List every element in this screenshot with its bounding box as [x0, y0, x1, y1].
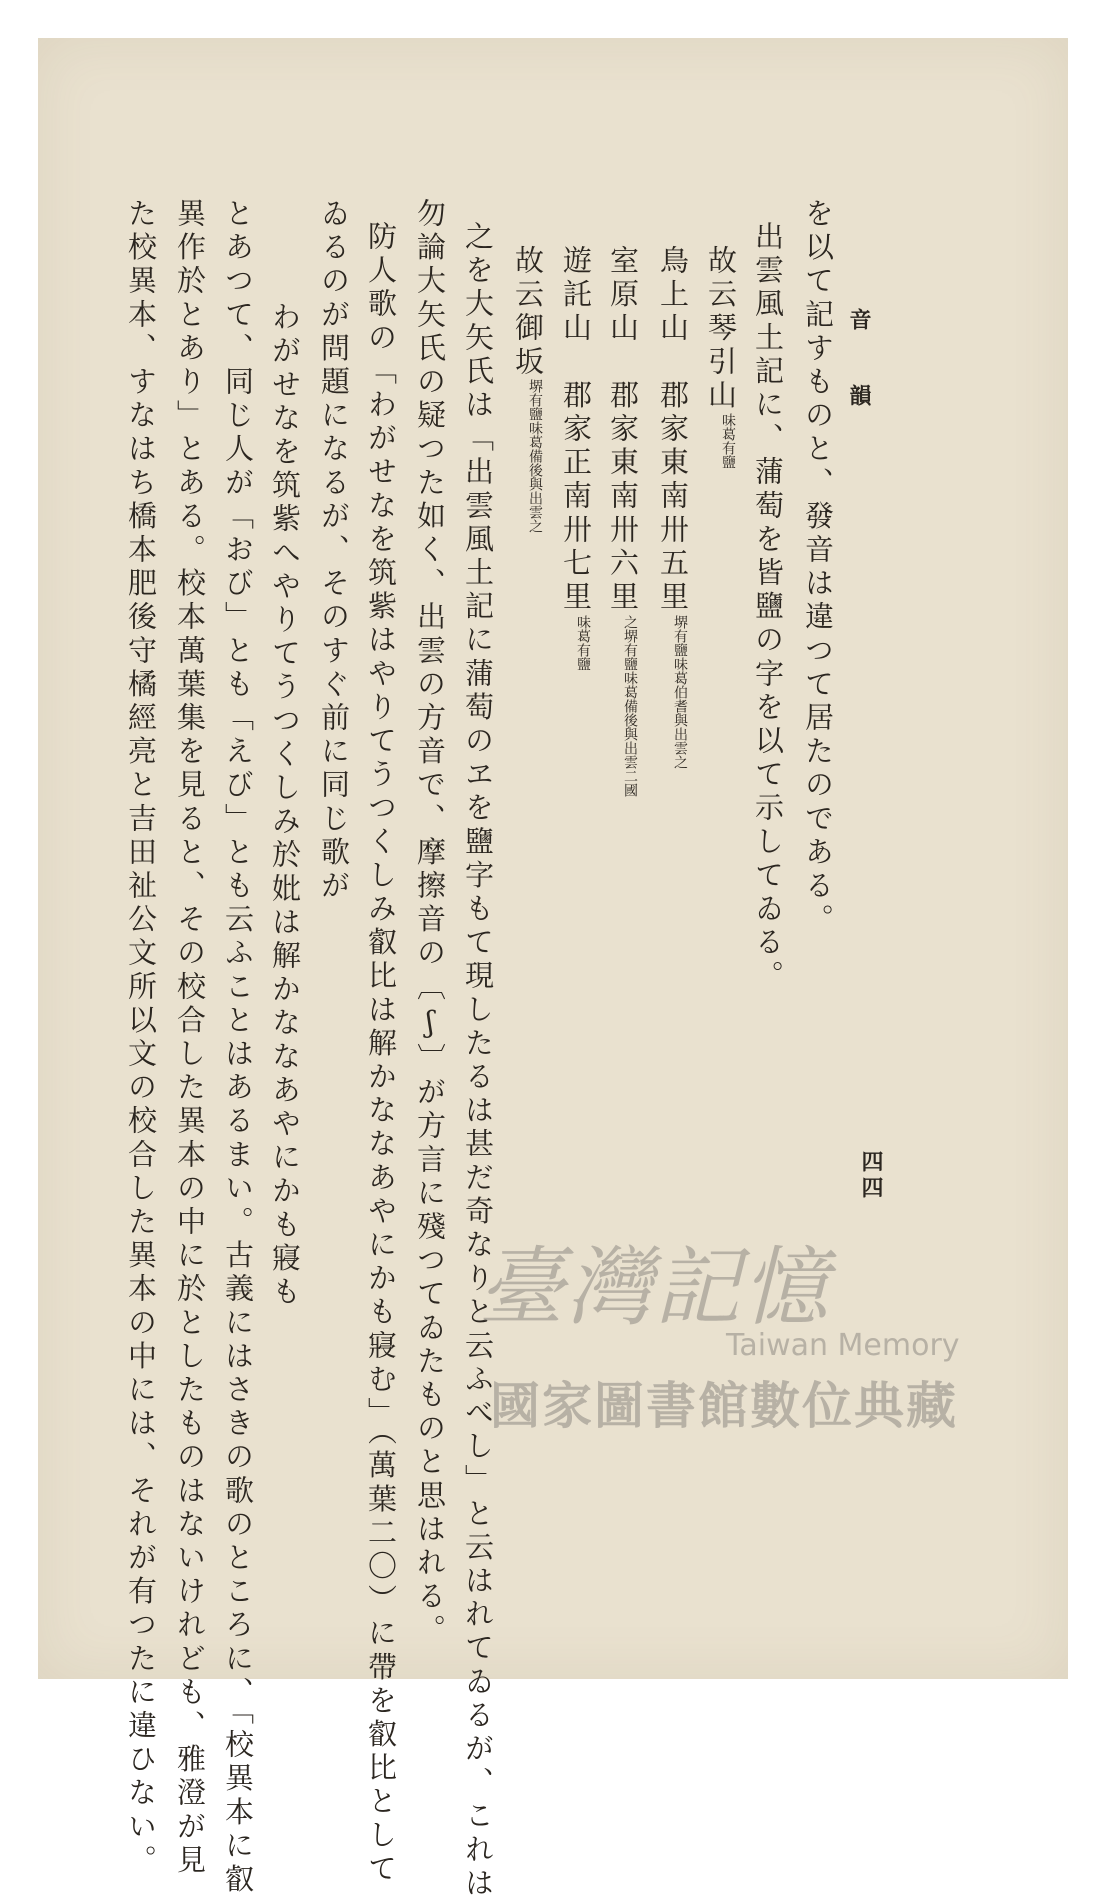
annotation-note: 備後與出雲之 堺有鹽味葛: [527, 379, 543, 534]
annotation-note: 有鹽 味葛: [720, 413, 736, 469]
page-number: 四四: [858, 1150, 884, 1202]
text-line: 鳥上山 郡家東南卅五里 伯耆與出雲之 堺有鹽味葛: [656, 245, 690, 769]
text-line: 故云御坂 備後與出雲之 堺有鹽味葛: [511, 245, 545, 534]
watermark-english: Taiwan Memory: [726, 1328, 960, 1363]
text-line: 之を大矢氏は「出雲風土記に蒲萄のヱを鹽字もて現したるは甚だ奇なりと云ふべし」と云はれてゐるが、これは: [461, 221, 495, 1901]
book-page: [38, 38, 1068, 1901]
annotation-note: 有鹽 味葛: [575, 614, 591, 671]
watermark: [478, 1218, 998, 1435]
watermark-library: 國家圖書館數位典藏: [490, 1377, 958, 1435]
annotation-note: 備後與出雲二國 之堺有鹽味葛: [622, 614, 638, 797]
text-line: を以て記すものと、發音は違つて居たのである。: [801, 198, 835, 938]
watermark-title: 臺灣記憶: [478, 1238, 830, 1338]
text-line: 勿論大矢氏の疑つた如く、出雲の方音で、摩擦音の〔ʃ〕が方言に殘つてゐたものと思はれる。: [413, 198, 447, 1648]
text-line: 遊託山 郡家正南卅七里 有鹽 味葛: [559, 245, 593, 671]
text-line: 室原山 郡家東南卅六里 備後與出雲二國 之堺有鹽味葛: [606, 245, 640, 797]
text-line: とあつて、同じ人が「おび」とも「えび」とも云ふことはあるまい。古義にはさきの歌のところに、「校異本に叡: [221, 198, 255, 1898]
text-line: 故云琴引山 有鹽 味葛: [704, 245, 738, 469]
annotation-note: 伯耆與出雲之 堺有鹽味葛: [672, 614, 688, 769]
text-line: 防人歌の「わがせなを筑紫はやりてうつくしみ叡比は解かななあやにかも寢む」（萬葉二〇）に帶を叡比として: [364, 221, 398, 1887]
text-line: わがせなを筑紫へやりてうつくしみ於妣は解かななあやにかも寢も: [268, 268, 302, 1310]
text-line: た校異本、すなはち橋本肥後守橘經亮と吉田祉公文所以文の校合した異本の中には、それが有つたに違ひない。: [124, 198, 158, 1878]
text-line: 異作於とあり」とある。校本萬葉集を見ると、その校合した異本の中に於としたものはないけれども、雅澄が見: [173, 198, 207, 1878]
text-line: ゐるのが問題になるが、そのすぐ前に同じ歌が: [317, 198, 351, 904]
text-line: 出雲風土記に、蒲萄を皆鹽の字を以て示してゐる。: [751, 221, 785, 994]
running-header: 音 韻: [846, 308, 872, 422]
